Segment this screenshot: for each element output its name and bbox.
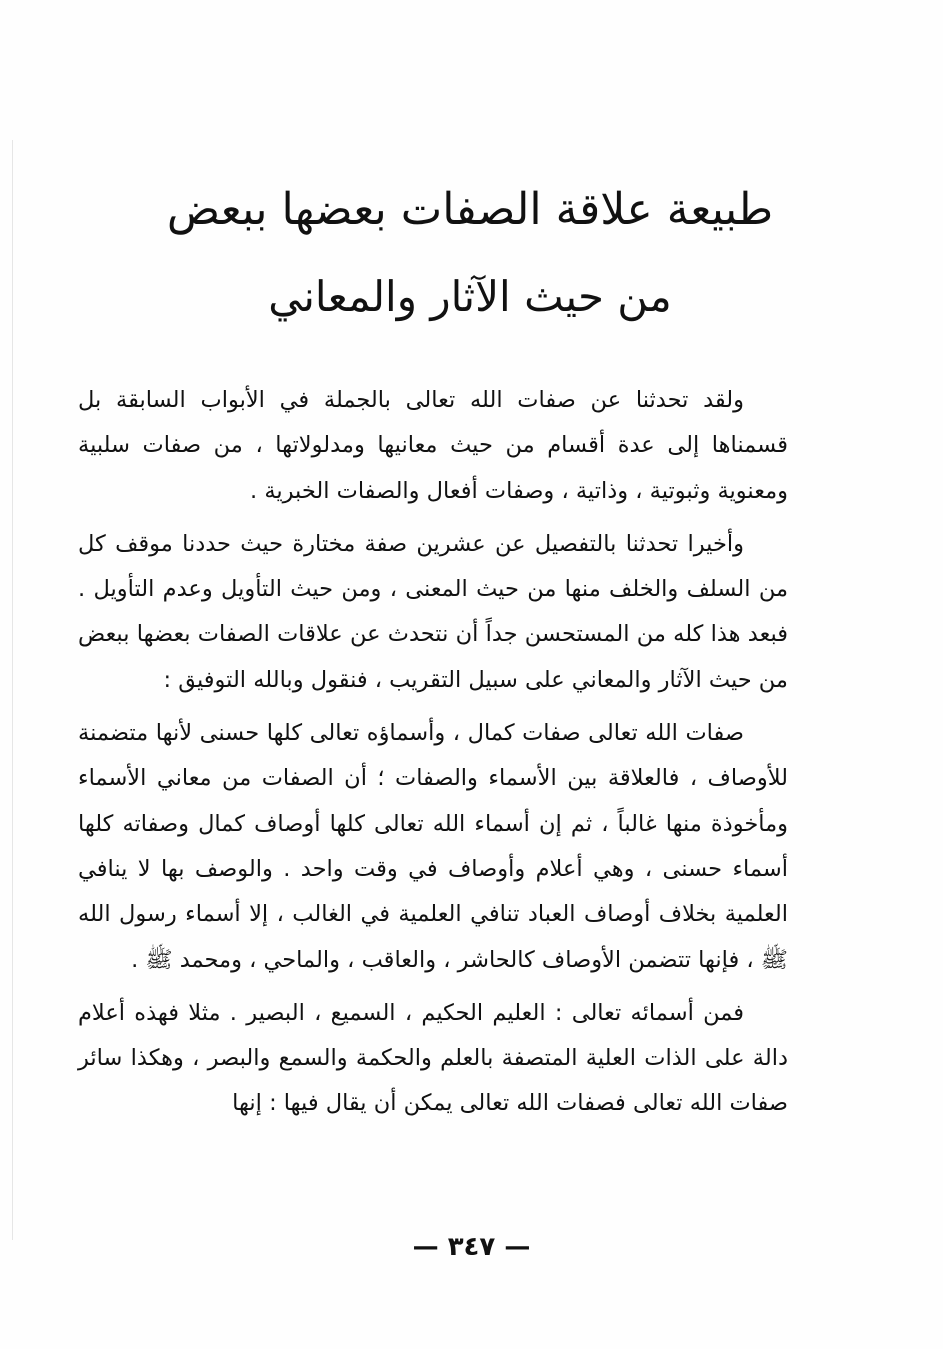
paragraph-3: صفات الله تعالى صفات كمال ، وأسماؤه تعالى كلها حسنى لأنها متضمنة للأوصاف ، فالعلاقة بين الأسماء والصفات ؛ أن الصفات من معاني الأسماء ومأخوذة منها غالباً ، ثم إن أسماء الله تعالى كلها أوصاف كمال وصفاته كلها أسماء حسنى ، وهي أعلام وأوصاف في وقت واحد . والوصف بها لا ينافي العلمية بخلاف أوصاف العباد تنافي العلمية في الغالب ، إلا أسماء رسول الله ﷺ ، فإنها تتضمن الأوصاف كالحاشر ، والعاقب ، والماحي ، ومحمد ﷺ . (78, 720, 788, 973)
page-number: — ٣٤٧ — (412, 1232, 531, 1262)
paragraph-2: وأخيرا تحدثنا بالتفصيل عن عشرين صفة مختارة حيث حددنا موقف كل من السلف والخلف منها من حيث المعنى ، ومن حيث التأويل وعدم التأويل . فبعد هذا كله من المستحسن جداً أن نتحدث عن علاقات الصفات بعضها ببعض من حيث الآثار والمعاني على سبيل التقريب ، فنقول وبالله التوفيق : (78, 530, 788, 693)
body-text (78, 378, 788, 1127)
paragraph-4: فمن أسمائه تعالى : العليم الحكيم ، السميع ، البصير . مثلا فهذه أعلام دالة على الذات العلية المتصفة بالعلم والحكمة والسمع والبصر ، وهكذا سائر صفات الله تعالى فصفات الله تعالى يمكن أن يقال فيها : إنها (78, 999, 788, 1117)
page-edge-shadow (12, 140, 13, 1240)
chapter-title-line-2: من حيث الآثار والمعاني (268, 272, 672, 321)
paragraph-1: ولقد تحدثنا عن صفات الله تعالى بالجملة في الأبواب السابقة بل قسمناها إلى عدة أقسام من حيث معانيها ومدلولاتها ، من صفات سلبية ومعنوية وثبوتية ، وذاتية ، وصفات أفعال والصفات الخبرية . (78, 387, 788, 504)
chapter-title-line-1: طبيعة علاقة الصفات بعضها ببعض (166, 184, 774, 235)
